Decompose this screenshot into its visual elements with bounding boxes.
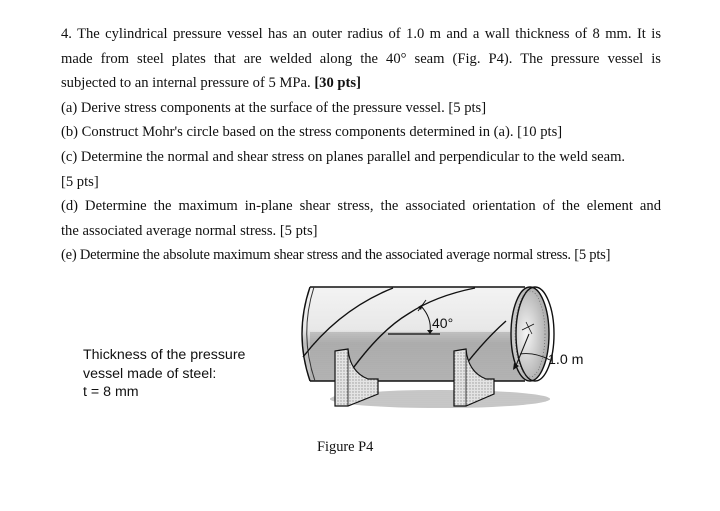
radius-label: 1.0 m [548,352,584,368]
intro-text: subjected to an internal pressure of 5 MPa. [61,75,311,92]
pressure-vessel-figure [280,274,580,414]
part-b: (b) Construct Mohr's circle based on the stress components determined in (a). [10 pts] [61,124,563,141]
thickness-note-line-1: Thickness of the pressure [83,347,246,363]
part-d-line-1: (d) Determine the maximum in-plane shear stress, the associated orientation of the element and [61,198,661,215]
intro-line-3 [61,71,661,96]
total-points: [30 pts] [314,75,361,92]
problem-statement [61,22,661,268]
thickness-note-line-3: t = 8 mm [83,384,139,400]
intro-line-1: 4. The cylindrical pressure vessel has an outer radius of 1.0 m and a wall thickness of 8 mm. It is [61,26,661,42]
thickness-note [83,346,245,402]
part-a: (a) Derive stress components at the surface of the pressure vessel. [5 pts] [61,99,487,116]
part-c-line-1: (c) Determine the normal and shear stress on planes parallel and perpendicular to the weld seam. [61,148,626,165]
part-c-line-2: [5 pts] [61,173,99,190]
figure-caption: Figure P4 [317,439,374,455]
angle-label: 40° [432,315,454,331]
intro-line-2: made from steel plates that are welded along the 40° seam (Fig. P4). The pressure vessel is [61,50,661,67]
part-e: (e) Determine the absolute maximum shear stress and the associated average normal stress. [5 pts] [61,247,611,264]
part-d-line-2: the associated average normal stress. [5 pts] [61,222,318,239]
thickness-note-line-2: vessel made of steel: [83,365,217,382]
